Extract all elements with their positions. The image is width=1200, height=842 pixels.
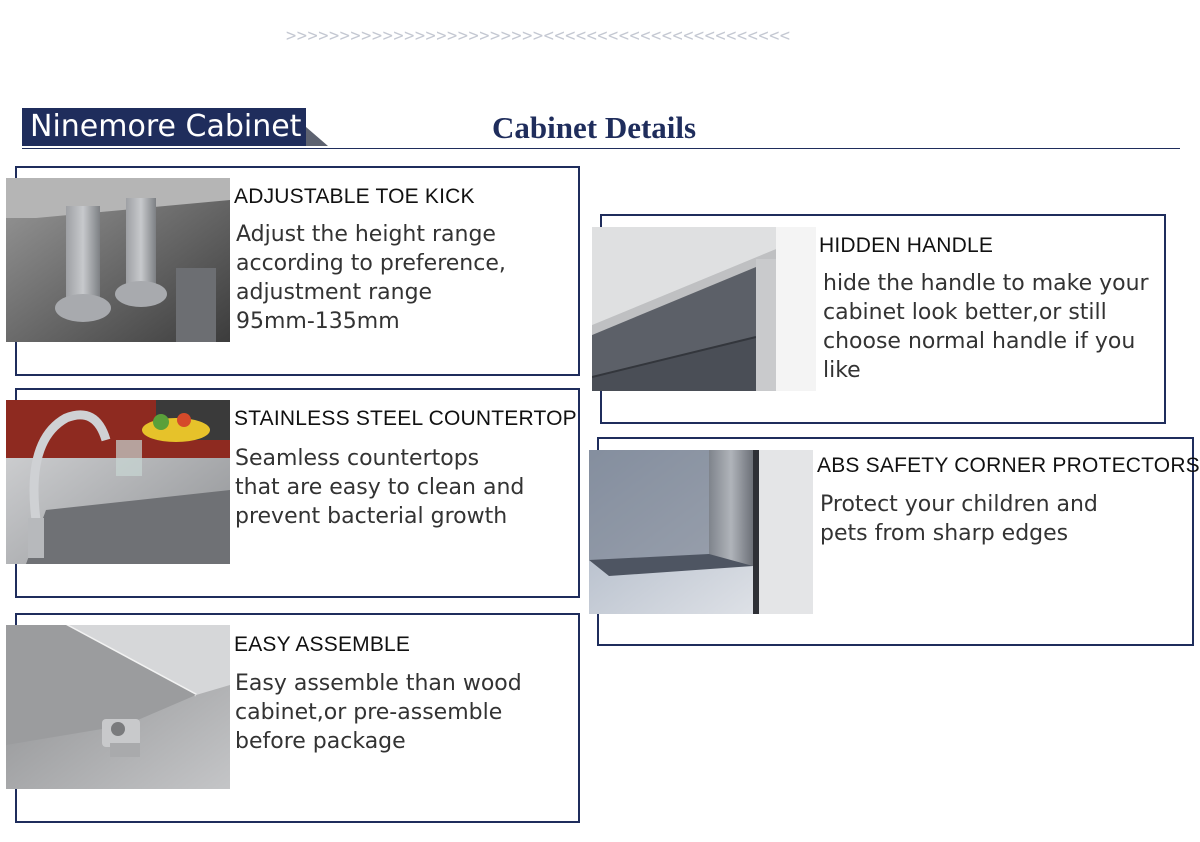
title-divider xyxy=(22,148,1180,149)
feature-title: STAINLESS STEEL COUNTERTOP xyxy=(234,407,577,430)
feature-title: ADJUSTABLE TOE KICK xyxy=(234,185,475,208)
feature-title: ABS SAFETY CORNER PROTECTORS xyxy=(817,454,1200,477)
brand-banner: Ninemore Cabinet xyxy=(22,108,306,146)
assembly-image xyxy=(6,625,230,789)
feature-description: Easy assemble than wood cabinet,or pre-assemble before package xyxy=(235,671,522,754)
feature-title: HIDDEN HANDLE xyxy=(819,234,994,257)
feature-description: Seamless countertops that are easy to clean and prevent bacterial growth xyxy=(235,446,525,529)
page-title: Cabinet Details xyxy=(492,110,697,145)
feature-description: Protect your children and pets from sharp edges xyxy=(820,492,1098,546)
countertop-image xyxy=(6,400,230,564)
hidden-handle-image xyxy=(592,227,816,391)
decorative-arrows: >>>>>>>>>>>>>>>>>>>>>>>><<<<<<<<<<<<<<<<<<<<<<< xyxy=(286,26,791,46)
feature-description: Adjust the height range according to preference, adjustment range 95mm-135mm xyxy=(236,222,506,334)
feature-title: EASY ASSEMBLE xyxy=(234,633,411,656)
brand-banner-tail xyxy=(306,127,328,146)
feature-description: hide the handle to make your cabinet look better,or still choose normal handle if you like xyxy=(823,271,1149,383)
corner-protector-image xyxy=(589,450,813,614)
toe-kick-image xyxy=(6,178,230,342)
